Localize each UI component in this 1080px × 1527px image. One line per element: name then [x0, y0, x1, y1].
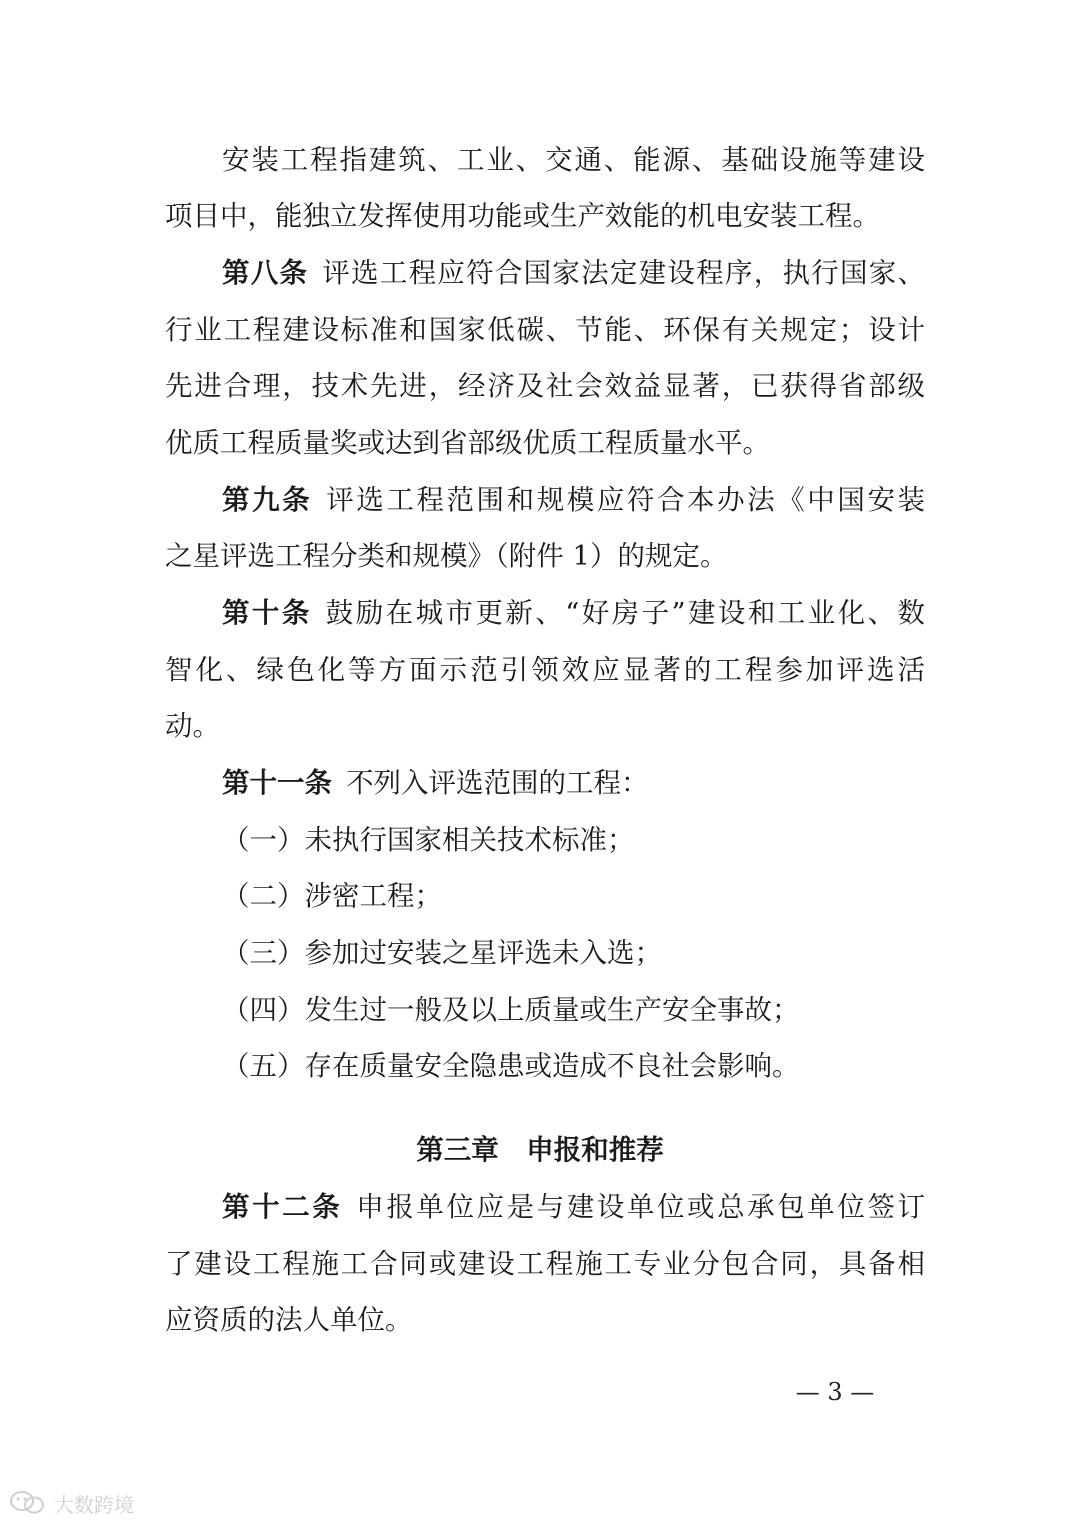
- article-8-line-2: 行业工程建设标准和国家低碳、节能、环保有关规定；设计: [165, 314, 925, 346]
- exclusion-item-3: （三）参加过安装之星评选未入选；: [222, 937, 662, 969]
- page-number: — 3 —: [795, 1378, 875, 1406]
- watermark-text: 大数跨境: [54, 1492, 134, 1517]
- article-8-line-4: 优质工程质量奖或达到省部级优质工程质量水平。: [165, 427, 770, 459]
- article-10-line-3: 动。: [165, 710, 220, 742]
- article-8-line-1: [222, 253, 925, 293]
- paragraph-1-line-2: 项目中，能独立发挥使用功能或生产效能的机电安装工程。: [165, 200, 880, 232]
- article-9-title: 第九条: [222, 484, 313, 516]
- article-8-title: 第八条: [222, 257, 309, 289]
- wechat-logo-icon: [8, 1490, 48, 1516]
- article-10-title: 第十条: [222, 597, 312, 629]
- watermark: [8, 1488, 134, 1518]
- article-10-line-1: [222, 593, 925, 633]
- article-12-line-3: 应资质的法人单位。: [165, 1304, 413, 1336]
- article-11-title: 第十一条: [222, 767, 332, 799]
- exclusion-item-4: （四）发生过一般及以上质量或生产安全事故；: [222, 994, 800, 1026]
- chapter-heading: 第三章 申报和推荐: [416, 1134, 664, 1166]
- article-10-line-2: 智化、绿色化等方面示范引领效应显著的工程参加评选活: [165, 654, 925, 686]
- article-9-line-2: 之星评选工程分类和规模》（附件 1）的规定。: [165, 540, 728, 572]
- article-12-text: 申报单位应是与建设单位或总承包单位签订: [356, 1191, 926, 1223]
- article-12-line-1: [222, 1187, 925, 1227]
- exclusion-item-1: （一）未执行国家相关技术标准；: [222, 824, 635, 856]
- article-8-line-3: 先进合理，技术先进，经济及社会效益显著，已获得省部级: [165, 370, 925, 402]
- exclusion-item-2: （二）涉密工程；: [222, 880, 442, 912]
- article-11-text: 不列入评选范围的工程：: [346, 767, 649, 799]
- exclusion-item-5: （五）存在质量安全隐患或造成不良社会影响。: [222, 1050, 800, 1082]
- article-10-text: 鼓励在城市更新、“好房子”建设和工业化、数: [325, 597, 925, 629]
- article-9-text: 评选工程范围和规模应符合本办法《中国安装: [326, 484, 926, 516]
- article-9-line-1: [222, 480, 925, 520]
- article-8-text: 评选工程应符合国家法定建设程序，执行国家、: [322, 257, 926, 289]
- article-12-line-2: 了建设工程施工合同或建设工程施工专业分包合同，具备相: [165, 1248, 925, 1280]
- article-11-line-1: [222, 763, 925, 803]
- paragraph-1-line-1: 安装工程指建筑、工业、交通、能源、基础设施等建设: [222, 144, 925, 176]
- article-12-title: 第十二条: [222, 1191, 343, 1223]
